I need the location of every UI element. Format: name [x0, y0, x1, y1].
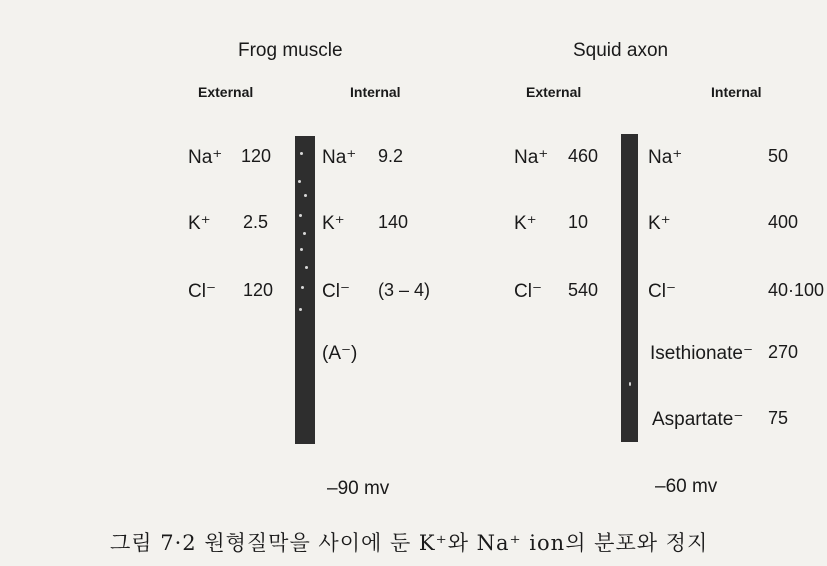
frog-int-anion-ion: (A⁻): [322, 343, 358, 364]
squid-potential: –60 mv: [655, 476, 718, 497]
frog-int-na-value: 9.2: [378, 146, 404, 166]
squid-int-cl-value: 40·100: [768, 280, 825, 300]
figure-caption: 그림 7·2 원형질막을 사이에 둔 K⁺와 Na⁺ ion의 분포와 정지: [110, 531, 709, 555]
squid-int-isethionate-ion: Isethionate⁻: [650, 343, 753, 364]
frog-potential: –90 mv: [327, 478, 390, 499]
frog-int-k-value: 140: [378, 212, 409, 232]
frog-membrane: [295, 136, 315, 444]
frog-int-k-ion: K⁺: [322, 213, 345, 234]
frog-ext-k-ion: K⁺: [188, 213, 211, 234]
frog-title: Frog muscle: [238, 40, 343, 61]
frog-internal-header: Internal: [350, 84, 401, 100]
squid-external-header: External: [526, 84, 582, 100]
frog-int-cl-value: (3 – 4): [378, 280, 431, 300]
squid-ext-k-value: 10: [568, 212, 589, 232]
frog-ext-na-ion: Na⁺: [188, 147, 223, 168]
squid-int-na-value: 50: [768, 146, 789, 166]
frog-external-header: External: [198, 84, 254, 100]
squid-internal-header: Internal: [711, 84, 762, 100]
squid-int-cl-ion: Cl⁻: [648, 281, 676, 302]
frog-int-cl-ion: Cl⁻: [322, 281, 350, 302]
squid-int-na-ion: Na⁺: [648, 147, 683, 168]
squid-int-isethionate-value: 270: [768, 342, 799, 362]
caption-edge-fade: [790, 525, 827, 560]
squid-ext-k-ion: K⁺: [514, 213, 537, 234]
squid-title: Squid axon: [573, 40, 669, 61]
frog-ext-cl-ion: Cl⁻: [188, 281, 216, 302]
squid-int-aspartate-ion: Aspartate⁻: [652, 409, 744, 430]
frog-ext-na-value: 120: [241, 146, 272, 166]
frog-ext-k-value: 2.5: [243, 212, 269, 232]
squid-int-k-value: 400: [768, 212, 799, 232]
squid-ext-na-value: 460: [568, 146, 599, 166]
squid-ext-cl-value: 540: [568, 280, 599, 300]
squid-membrane: [621, 134, 638, 442]
squid-int-aspartate-value: 75: [768, 408, 789, 428]
squid-ext-na-ion: Na⁺: [514, 147, 549, 168]
frog-int-na-ion: Na⁺: [322, 147, 357, 168]
frog-ext-cl-value: 120: [243, 280, 274, 300]
squid-int-k-ion: K⁺: [648, 213, 671, 234]
squid-ext-cl-ion: Cl⁻: [514, 281, 542, 302]
